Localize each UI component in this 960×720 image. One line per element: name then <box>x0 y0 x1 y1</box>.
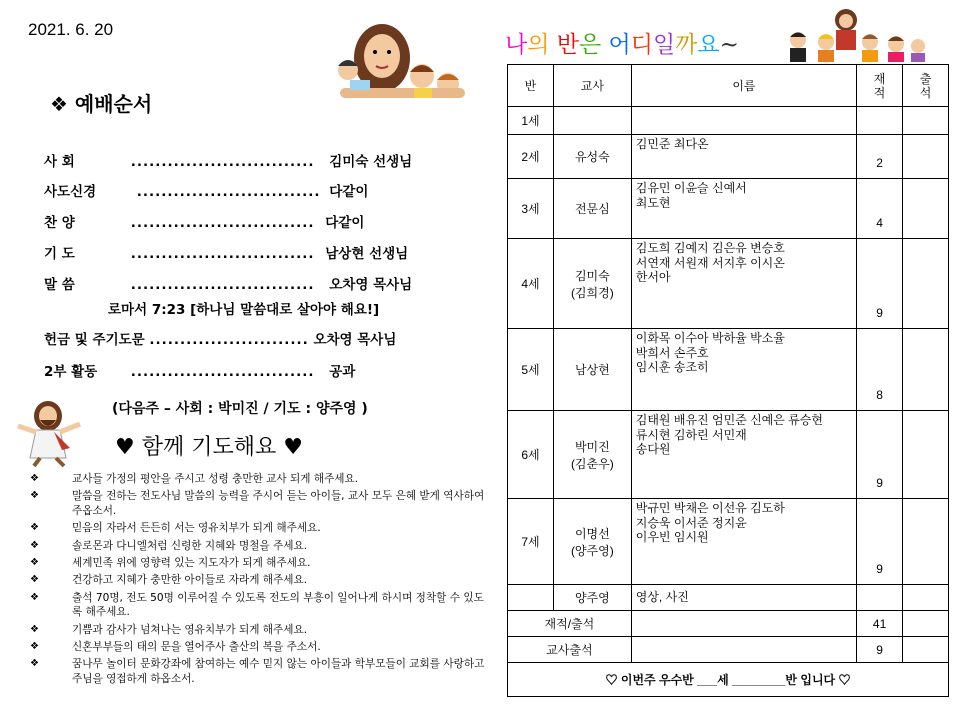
prayer-text: 믿음의 자라서 든든히 서는 영유치부가 되게 해주세요. <box>72 522 321 535</box>
order-row-offering <box>44 328 396 348</box>
order-dots: .............................. <box>130 277 315 293</box>
next-week-note: (다음주 – 사회 : 박미진 / 기도 : 양주영 ) <box>112 401 368 417</box>
order-dots: .............................. <box>130 246 315 262</box>
prayer-item <box>30 623 490 638</box>
ban-cell: 5세 <box>508 329 554 411</box>
names-cell: 김도희 김예지 김은유 변승호 서연재 서원재 서지후 이시온 한서아 <box>631 239 856 329</box>
ban-cell-empty <box>508 585 554 611</box>
order-label: 말 씀 <box>44 277 75 293</box>
prayer-item <box>30 591 490 621</box>
attend-cell <box>903 585 949 611</box>
table-row <box>508 135 949 179</box>
order-row-prayer <box>44 242 408 262</box>
header-attend: 출 석 <box>903 65 949 107</box>
diamond-bullet-icon: ❖ <box>30 473 39 484</box>
title-char: 의 <box>527 32 550 58</box>
prayer-text: 말씀을 전하는 전도사님 말씀의 능력을 주시어 듣는 아이들, 교사 모두 은혜 받게 역사하여 주옵소서. <box>72 490 485 518</box>
prayer-text: 세계민족 위에 영향력 있는 지도자가 되게 해주세요. <box>72 556 311 569</box>
prayer-text: 건강하고 지혜가 충만한 아이들로 자라게 해주세요. <box>72 574 308 587</box>
table-row <box>508 499 949 585</box>
prayer-list <box>30 472 490 689</box>
table-row-extra <box>508 585 949 611</box>
footer-row <box>508 663 949 697</box>
order-dots: .......................... <box>149 332 309 348</box>
attend-cell <box>903 329 949 411</box>
diamond-bullet-icon: ❖ <box>30 658 39 670</box>
prayer-item <box>30 573 490 588</box>
ban-cell: 7세 <box>508 499 554 585</box>
order-label: 찬 양 <box>44 215 75 231</box>
title-char: 요 <box>697 32 720 58</box>
names-cell: 김태원 배유진 엄민준 신예은 류승현 류시현 김하린 서민재 송다원 <box>631 411 856 499</box>
diamond-bullet-icon: ❖ <box>30 574 39 586</box>
names-cell: 이화목 이수아 박하율 박소율 박희서 손주호 임시훈 송조히 <box>631 329 856 411</box>
order-label: 2부 활동 <box>44 364 98 380</box>
title-char: ~ <box>719 32 739 58</box>
enrolled-cell: 9 <box>857 239 903 329</box>
summary-row <box>508 611 949 637</box>
order-label: 사도신경 <box>44 184 97 200</box>
teacher-cell: 유성숙 <box>553 135 631 179</box>
diamond-bullet-icon: ❖ <box>30 640 39 652</box>
table-row <box>508 411 949 499</box>
teacher-cell: 이명선 (양주영) <box>553 499 631 585</box>
worship-order-title <box>50 88 152 117</box>
title-char: 까 <box>675 32 698 58</box>
enrolled-cell <box>857 107 903 135</box>
enrolled-cell: 8 <box>857 329 903 411</box>
table-row <box>508 107 949 135</box>
names-cell: 김유민 이윤슬 신예서 최도현 <box>631 179 856 239</box>
summary-empty <box>631 637 856 663</box>
prayer-item <box>30 640 490 655</box>
diamond-bullet-icon: ❖ <box>30 522 39 534</box>
prayer-text: 교사들 가정의 평안을 주시고 성령 충만한 교사 되게 해주세요. <box>72 473 359 485</box>
prayer-text: 꿈나무 놀이터 문화강좌에 참여하는 예수 믿지 않는 아이들과 학부모들이 교회를 사랑하고 주님을 영접하게 하옵소서. <box>72 658 485 686</box>
prayer-text: 솔로몬과 다니엘처럼 신령한 지혜와 명철을 주세요. <box>72 539 308 552</box>
jesus-children-illustration <box>330 18 470 103</box>
ban-cell: 4세 <box>508 239 554 329</box>
order-value: 남상현 선생님 <box>325 246 409 262</box>
header-names: 이름 <box>631 65 856 107</box>
summary-row <box>508 637 949 663</box>
diamond-bullet-icon: ❖ <box>30 556 39 568</box>
order-label: 헌금 및 주기도문 <box>44 332 145 348</box>
attend-cell <box>903 135 949 179</box>
teacher-cell: 박미진 (김춘우) <box>553 411 631 499</box>
date: 2021. 6. 20 <box>28 20 114 39</box>
children-illustration <box>780 6 930 64</box>
names-cell: 박규민 박채은 이선유 김도하 지승욱 이서준 정지윤 이우빈 임시원 <box>631 499 856 585</box>
order-value: 오차영 목사님 <box>329 277 413 293</box>
prayer-item <box>30 489 490 519</box>
names-cell <box>631 107 856 135</box>
table-row <box>508 239 949 329</box>
title-char <box>601 32 608 58</box>
summary-label: 재적/출석 <box>508 611 632 637</box>
attend-cell <box>903 179 949 239</box>
header-teacher: 교사 <box>553 65 631 107</box>
attend-cell <box>903 107 949 135</box>
enrolled-cell: 9 <box>857 499 903 585</box>
order-dots: .............................. <box>130 364 315 380</box>
class-table-title <box>505 26 739 59</box>
attend-cell <box>903 411 949 499</box>
header-ban: 반 <box>508 65 554 107</box>
names-cell: 김민준 최다온 <box>631 135 856 179</box>
table-row <box>508 179 949 239</box>
enrolled-cell: 2 <box>857 135 903 179</box>
order-dots: .............................. <box>136 184 321 200</box>
attend-cell <box>903 239 949 329</box>
prayer-title: ♥ 함께 기도해요 ♥ <box>115 435 303 460</box>
title-char: 나 <box>505 32 528 58</box>
prayer-text: 출석 70명, 전도 50명 이루어질 수 있도록 전도의 부흥이 일어나게 하시며 정착할 수 있도록 해주세요. <box>72 591 484 619</box>
summary-empty <box>631 611 856 637</box>
bible-verse: 로마서 7:23 [하나님 말씀대로 살아야 해요!] <box>108 302 380 318</box>
order-row-sermon <box>44 273 412 293</box>
prayer-item <box>30 521 490 536</box>
enrolled-cell: 4 <box>857 179 903 239</box>
header-enrolled: 재 적 <box>857 65 903 107</box>
teacher-cell: 남상현 <box>553 329 631 411</box>
attend-cell <box>903 499 949 585</box>
table-header-row <box>508 65 949 107</box>
order-value: 다같이 <box>329 184 369 200</box>
ban-cell: 3세 <box>508 179 554 239</box>
title-char: 어 <box>608 32 631 58</box>
ban-cell: 2세 <box>508 135 554 179</box>
prayer-item <box>30 472 490 487</box>
order-value: 김미숙 선생님 <box>329 154 413 170</box>
summary-enrolled: 9 <box>857 637 903 663</box>
names-cell: 영상, 사진 <box>631 585 856 611</box>
order-label: 사 회 <box>44 154 75 170</box>
teacher-cell <box>553 107 631 135</box>
summary-label: 교사출석 <box>508 637 632 663</box>
teacher-cell: 양주영 <box>553 585 631 611</box>
prayer-text: 신혼부부들의 태의 문을 열어주사 출산의 복을 주소서. <box>72 640 321 653</box>
ban-cell: 1세 <box>508 107 554 135</box>
order-row-activity <box>44 360 355 380</box>
enrolled-cell <box>857 585 903 611</box>
order-row-host <box>44 150 412 170</box>
diamond-bullet-icon: ❖ <box>50 92 68 116</box>
ban-cell: 6세 <box>508 411 554 499</box>
diamond-bullet-icon: ❖ <box>30 591 39 603</box>
prayer-text: 기쁨과 감사가 넘쳐나는 영유치부가 되게 해주세요. <box>72 623 308 636</box>
order-dots: .............................. <box>130 215 315 231</box>
title-char <box>549 32 556 58</box>
order-label: 기 도 <box>44 246 75 262</box>
table-row <box>508 329 949 411</box>
summary-attend <box>903 611 949 637</box>
running-jesus-illustration <box>10 398 90 468</box>
order-value: 오차영 목사님 <box>313 332 397 348</box>
diamond-bullet-icon: ❖ <box>30 539 39 551</box>
summary-enrolled: 41 <box>857 611 903 637</box>
order-value: 공과 <box>329 364 356 380</box>
title-char: 반 <box>556 32 579 58</box>
enrolled-cell: 9 <box>857 411 903 499</box>
title-char: 은 <box>578 32 602 58</box>
order-dots: .............................. <box>130 154 315 170</box>
prayer-item <box>30 556 490 571</box>
teacher-cell: 전문심 <box>553 179 631 239</box>
prayer-item <box>30 657 490 687</box>
summary-attend <box>903 637 949 663</box>
title-char: 디 <box>630 32 653 58</box>
diamond-bullet-icon: ❖ <box>30 490 39 502</box>
order-row-creed <box>44 180 368 200</box>
best-class-footer: ♡ 이번주 우수반 ___세 ________반 입니다 ♡ <box>508 663 949 697</box>
class-table <box>507 64 949 697</box>
teacher-cell: 김미숙 (김희경) <box>553 239 631 329</box>
order-value: 다같이 <box>325 215 365 231</box>
diamond-bullet-icon: ❖ <box>30 623 39 635</box>
worship-order-title-text: 예배순서 <box>74 92 153 116</box>
order-row-praise <box>44 211 364 231</box>
title-char: 일 <box>652 32 676 58</box>
prayer-item <box>30 539 490 554</box>
